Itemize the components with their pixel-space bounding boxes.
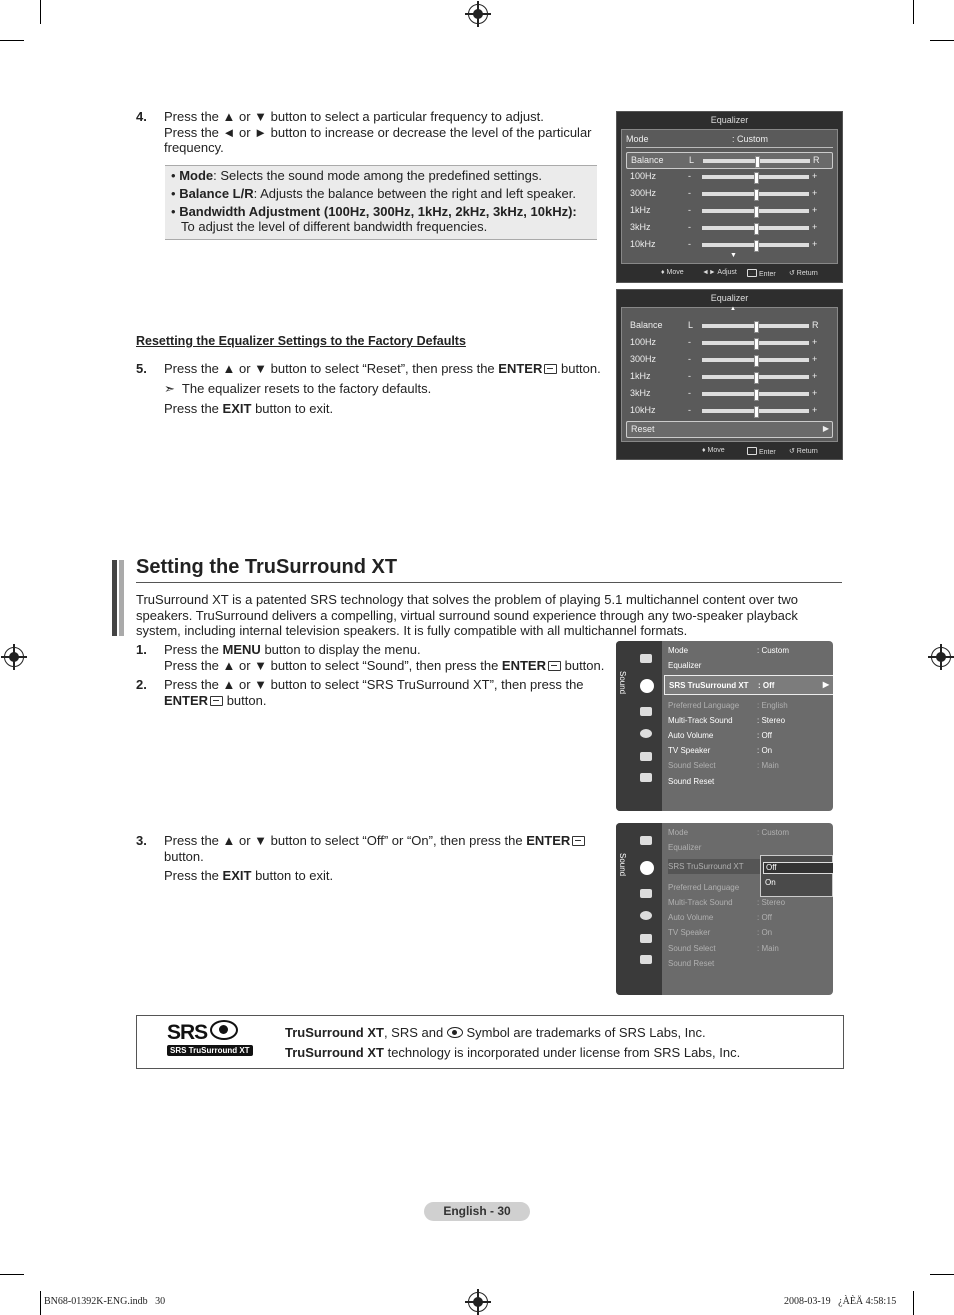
section-marker (112, 560, 117, 636)
note-balance: • Balance L/R: Adjusts the balance between the right and left speaker. (171, 186, 576, 201)
step-4-line-1: Press the ▲ or ▼ button to select a particular frequency to adjust. (164, 109, 544, 124)
sound-menu-options-screen (616, 823, 833, 995)
equalizer-panel (621, 129, 838, 264)
footer-file-info: BN68-01392K-ENG.indb 30 (44, 1296, 166, 1307)
arrow-right-icon: ▶ (822, 424, 829, 433)
eq-row-100hz[interactable]: 100Hz - + (626, 169, 833, 184)
option-on[interactable]: On (765, 878, 776, 887)
step-1-text: Press the MENU button to display the menu. Press the ▲ or ▼ button to select “Sound”, then press the ENTER button. (164, 642, 605, 673)
mode-label: Mode (626, 134, 649, 144)
step-3-text: Press the ▲ or ▼ button to select “Off” or “On”, then press the ENTER button. (164, 833, 594, 864)
menu-row-preferred-language[interactable]: Preferred Language : English (668, 701, 788, 710)
menu-row-tv-speaker[interactable]: TV Speaker : On (668, 746, 773, 755)
eq-row-3khz[interactable]: 3kHz - + (626, 386, 833, 401)
menu-row-sound-select[interactable]: Sound Select : Main (668, 761, 779, 770)
registration-mark-icon (468, 4, 488, 24)
intro-paragraph: TruSurround XT is a patented SRS technology that solves the problem of playing 5.1 multichannel content over two speakers. TruSurround delivers a compelling, virtual surround sound experience through any two-speaker playback system, including internal television speakers. It is fully compatible with all multichannel formats. (136, 592, 798, 638)
equalizer-panel (621, 307, 838, 442)
menu-row-mode[interactable]: Mode : Custom (668, 828, 790, 837)
application-icon (640, 955, 652, 964)
section-rule (136, 582, 842, 583)
section-title: Setting the TruSurround XT (136, 556, 398, 578)
crop-mark (40, 1291, 41, 1315)
option-off[interactable]: Off (763, 862, 833, 874)
mode-value: : Custom (732, 134, 769, 144)
crop-mark (913, 0, 914, 24)
trademark-line-1: TruSurround XT, SRS and Symbol are trademarks of SRS Labs, Inc. (285, 1025, 706, 1040)
menu-row-equalizer[interactable]: Equalizer (668, 661, 702, 670)
eq-row-300hz[interactable]: 300Hz - + (626, 352, 833, 367)
registration-mark-icon (4, 647, 24, 667)
menu-row-equalizer[interactable]: Equalizer (668, 843, 702, 852)
menu-row-sound-reset[interactable]: Sound Reset (668, 777, 715, 786)
trademark-box (136, 1015, 844, 1069)
note-mode: • Mode: Selects the sound mode among the predefined settings. (171, 168, 542, 183)
notes-box (165, 165, 597, 240)
eq-row-100hz[interactable]: 100Hz - + (626, 335, 833, 350)
eq-row-10khz[interactable]: 10kHz - + (626, 403, 833, 418)
step-4-text (164, 109, 594, 156)
enter-icon (548, 661, 561, 671)
screen-title: Equalizer (710, 293, 749, 303)
step-5-note: ➣ The equalizer resets to the factory defaults. (164, 381, 432, 396)
menu-row-sound-select[interactable]: Sound Select : Main (668, 944, 779, 953)
setup-icon (640, 911, 652, 920)
sound-menu-screen (616, 641, 833, 811)
step-3-exit: Press the EXIT button to exit. (164, 868, 334, 883)
step-5-exit: Press the EXIT button to exit. (164, 401, 334, 416)
divider (626, 147, 833, 148)
menu-icon-column (616, 641, 662, 811)
scroll-down-icon: ▼ (730, 252, 737, 259)
registration-mark-icon (931, 647, 951, 667)
step-number: 5. (136, 361, 147, 376)
trademark-line-2: TruSurround XT technology is incorporated under license from SRS Labs, Inc. (285, 1045, 741, 1060)
crop-mark (930, 1274, 954, 1275)
footer-move: ♦ Move (661, 269, 684, 276)
menu-icon-column (616, 823, 662, 995)
arrow-right-icon: ▶ (822, 680, 829, 689)
eq-row-balance[interactable]: Balance L R (626, 318, 833, 333)
menu-row-tv-speaker[interactable]: TV Speaker : On (668, 928, 773, 937)
channel-icon (640, 889, 652, 898)
crop-mark (40, 0, 41, 24)
step-number: 1. (136, 642, 147, 657)
equalizer-screen-adjust (616, 111, 843, 283)
section-marker (119, 560, 124, 636)
note-bandwidth-desc: To adjust the level of different bandwidth frequencies. (181, 219, 488, 234)
sound-icon (640, 679, 654, 693)
footer-adjust: ◄► Adjust (702, 269, 737, 276)
menu-row-auto-volume[interactable]: Auto Volume : Off (668, 731, 772, 740)
srs-symbol-icon (447, 1027, 463, 1038)
menu-row-srs-trusurround[interactable]: SRS TruSurround XT : Off ▶ (664, 675, 833, 695)
scroll-up-icon: ▲ (730, 306, 736, 312)
eq-row-300hz[interactable]: 300Hz - + (626, 186, 833, 201)
crop-mark (0, 1274, 24, 1275)
menu-row-auto-volume[interactable]: Auto Volume : Off (668, 913, 772, 922)
eq-row-balance[interactable]: Balance L R (626, 152, 833, 169)
footer-return: ↺ Return (789, 448, 818, 455)
sound-icon (640, 861, 654, 875)
setup-icon (640, 729, 652, 738)
srs-symbol-icon (210, 1020, 238, 1040)
eq-row-1khz[interactable]: 1kHz - + (626, 203, 833, 218)
enter-icon (544, 364, 557, 374)
channel-icon (640, 707, 652, 716)
eq-row-10khz[interactable]: 10kHz - + (626, 237, 833, 252)
step-number: 2. (136, 677, 147, 692)
menu-side-label: Sound (618, 853, 627, 877)
picture-icon (640, 836, 652, 845)
footer-return: ↺ Return (789, 270, 818, 277)
input-icon (640, 934, 652, 943)
enter-icon (572, 836, 585, 846)
step-5-text: Press the ▲ or ▼ button to select “Reset”, then press the ENTER button. (164, 361, 601, 376)
menu-row-srs-trusurround[interactable]: SRS TruSurround XT (668, 859, 828, 874)
footer-enter: Enter (745, 447, 776, 456)
screen-title: Equalizer (710, 115, 749, 125)
reset-heading: Resetting the Equalizer Settings to the Factory Defaults (136, 334, 466, 348)
menu-row-preferred-language[interactable]: Preferred Language (668, 883, 740, 892)
crop-mark (0, 40, 24, 41)
note-bandwidth: • Bandwidth Adjustment (100Hz, 300Hz, 1kHz, 2kHz, 3kHz, 10kHz): (171, 204, 577, 219)
step-number: 3. (136, 833, 147, 848)
menu-row-sound-reset[interactable]: Sound Reset (668, 959, 715, 968)
footer-timestamp: 2008-03-19 ¿ÀÈÄ 4:58:15 (784, 1296, 897, 1307)
eq-row-3khz[interactable]: 3kHz - + (626, 220, 833, 235)
equalizer-screen-reset (616, 289, 843, 460)
menu-row-mode[interactable]: Mode : Custom (668, 646, 790, 655)
page-number-label: English - 30 (424, 1202, 530, 1221)
srs-logo: SRS (167, 1020, 238, 1045)
step-4-line-2: Press the ◄ or ► button to increase or decrease the level of the particular frequency. (164, 124, 592, 155)
footer-move: ♦ Move (702, 447, 725, 454)
eq-row-reset[interactable]: Reset ▶ (626, 421, 833, 438)
input-icon (640, 752, 652, 761)
menu-row-multi-track[interactable]: Multi-Track Sound : Stereo (668, 716, 786, 725)
menu-side-label: Sound (618, 671, 627, 695)
crop-mark (930, 40, 954, 41)
option-popup (760, 855, 833, 897)
eq-row-1khz[interactable]: 1kHz - + (626, 369, 833, 384)
application-icon (640, 773, 652, 782)
registration-mark-icon (468, 1292, 488, 1312)
enter-icon (210, 696, 223, 706)
srs-logo-subtitle: SRS TruSurround XT (167, 1045, 253, 1056)
menu-row-multi-track[interactable]: Multi-Track Sound : Stereo (668, 898, 786, 907)
footer-enter: Enter (745, 269, 776, 278)
step-2-text: Press the ▲ or ▼ button to select “SRS TruSurround XT”, then press the ENTER button. (164, 677, 584, 708)
step-number: 4. (136, 109, 147, 124)
crop-mark (913, 1291, 914, 1315)
picture-icon (640, 654, 652, 663)
